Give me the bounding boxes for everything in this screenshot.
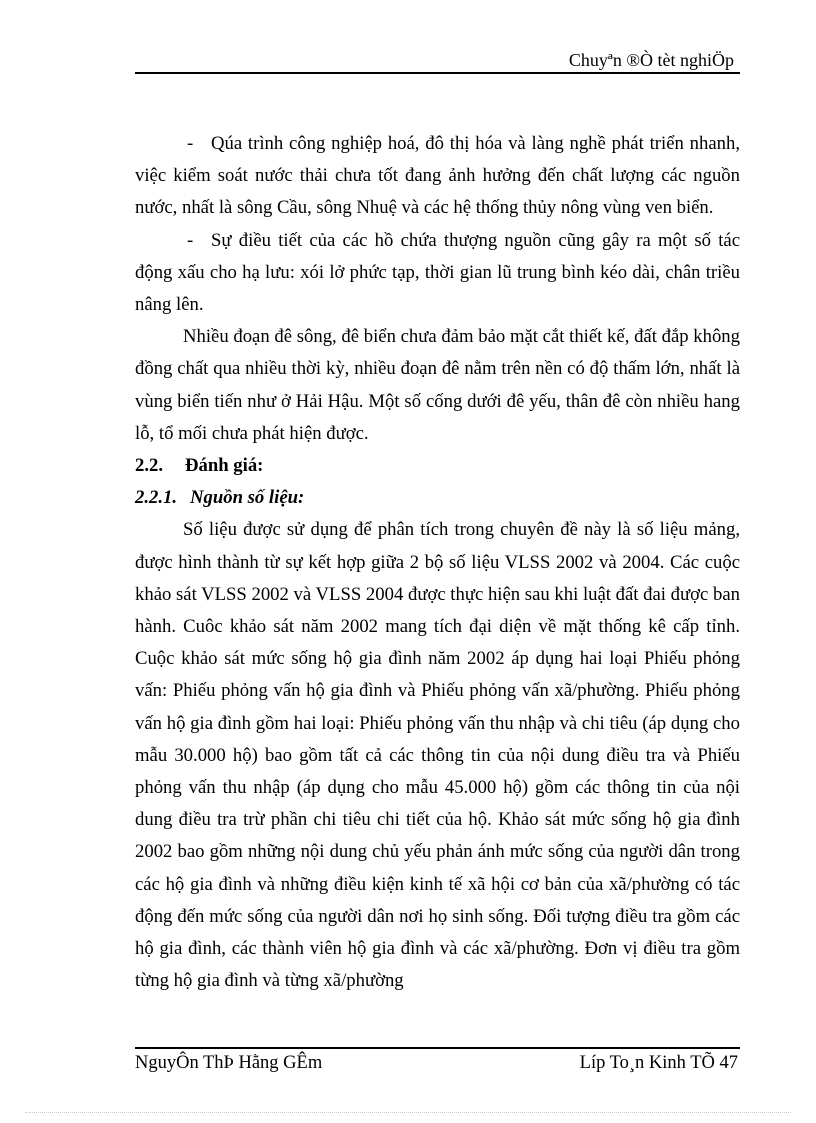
page-bottom-edge — [25, 1112, 791, 1113]
bullet-text: Sự điều tiết của các hồ chứa thượng nguồn cũng gây ra một số tác động xấu cho hạ lưu: xói lở phức tạp, thời gian lũ trung bình kéo dài, chân triều nâng lên. — [135, 229, 740, 316]
bullet-dash: - — [187, 229, 194, 251]
section-title: Đánh giá: — [185, 455, 264, 477]
page-header-title: Chuyªn ®Ò tèt nghiÖp — [568, 50, 734, 70]
document-body — [135, 128, 740, 997]
section-heading — [135, 450, 740, 482]
section-number: 2.2. — [135, 455, 164, 477]
footer-author: NguyÔn ThÞ Hằng GÊm — [135, 1053, 323, 1073]
bullet-paragraph-2 — [135, 225, 740, 322]
bullet-text: Qúa trình công nghiệp hoá, đô thị hóa và làng nghề phát triển nhanh, việc kiểm soát nước thải chưa tốt đang ảnh hưởng đến chất lượng các nguồn nước, nhất là sông Cầu, sông Nhuệ và các hệ thống thủy nông vùng ven biển. — [135, 133, 740, 219]
subsection-number: 2.2.1. — [135, 487, 178, 509]
bullet-paragraph-1 — [135, 128, 740, 225]
subsection-title: Nguồn số liệu: — [190, 487, 305, 509]
header-divider — [135, 72, 740, 74]
footer-divider — [135, 1047, 740, 1049]
subsection-heading — [135, 482, 740, 514]
bullet-dash: - — [187, 133, 194, 154]
paragraph-data-source: Số liệu được sử dụng để phân tích trong chuyên đề này là số liệu mảng, được hình thành từ sự kết hợp giữa 2 bộ số liệu VLSS 2002 và 2004. Các cuộc khảo sát VLSS 2002 và VLSS 2004 được thực hiện sau khi luật đất đai được ban hành. Cuôc khảo sát năm 2002 mang tích đại diện về mặt thống kê cấp tỉnh. Cuộc khảo sát mức sống hộ gia đình năm 2002 áp dụng hai loại Phiếu phỏng vấn: Phiếu phỏng vấn hộ gia đình và Phiếu phỏng vấn xã/phường. Phiếu phỏng vấn hộ gia đình gồm hai loại: Phiếu phỏng vấn thu nhập và chi tiêu (áp dụng cho mẫu 30.000 hộ) bao gồm tất cả các thông tin của nội dung điều tra và Phiếu phỏng vấn thu nhập (áp dụng cho mẫu 45.000 hộ) gồm các thông tin của nội dung điều tra trừ phần chi tiêu chi tiết của hộ. Khảo sát mức sống hộ gia đình 2002 bao gồm những nội dung chủ yếu phản ánh mức sống của người dân trong các hộ gia đình và những điều kiện kinh tế xã hội cơ bản của xã/phường có tác động đến mức sống của người dân nơi họ sinh sống. Đối tượng điều tra gồm các hộ gia đình, các thành viên hộ gia đình và các xã/phường. Đơn vị điều tra gồm từng hộ gia đình và từng xã/phường — [135, 519, 740, 992]
paragraph-dikes: Nhiều đoạn đê sông, đê biển chưa đảm bảo mặt cắt thiết kế, đất đắp không đồng chất qua nhiều thời kỳ, nhiều đoạn đê nằm trên nền có độ thấm lớn, nhất là vùng biển tiến như ở Hải Hậu. Một số cống dưới đê yếu, thân đê còn nhiều hang lỗ, tổ mối chưa phát hiện được. — [135, 326, 740, 444]
footer-class: Líp To¸n Kinh TÕ 47 — [579, 1053, 738, 1073]
